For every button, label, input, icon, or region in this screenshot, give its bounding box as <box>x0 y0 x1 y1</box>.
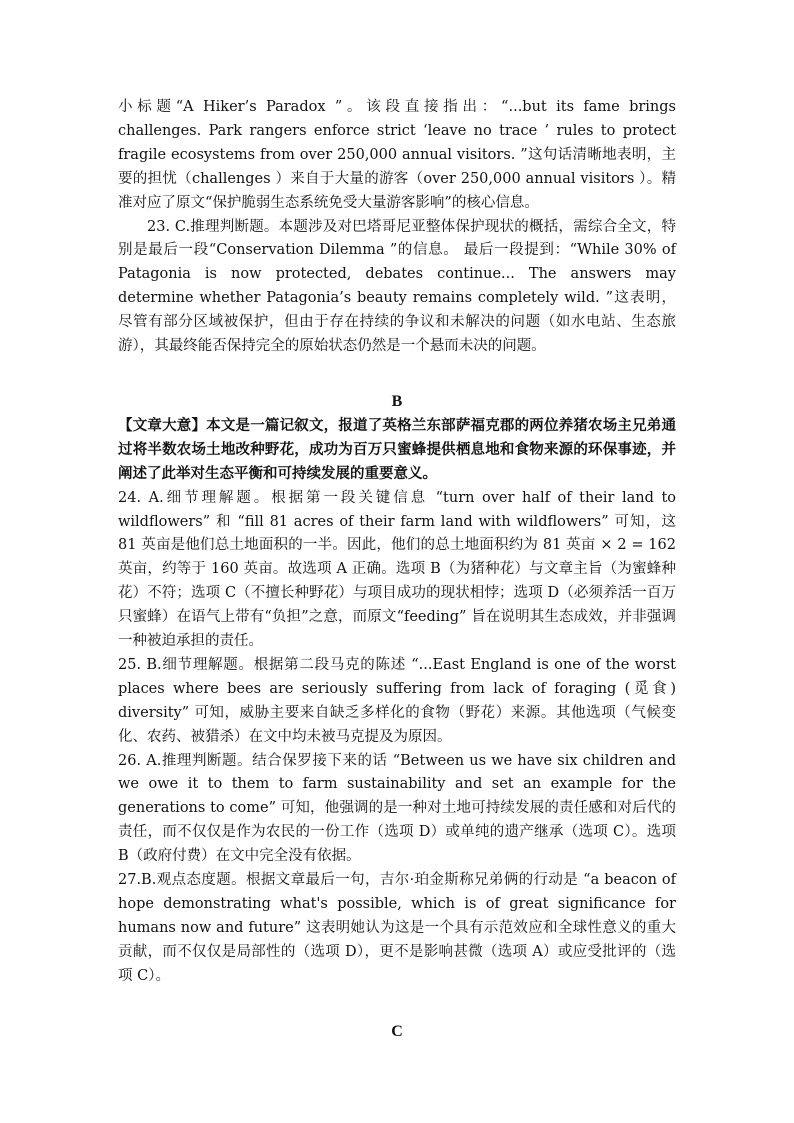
q26-explanation: 26. A.推理判断题。结合保罗接下来的话 “Between us we have six children and we owe it to them to farm sustainability and set an example for the generations to come” 可知，他强调的是一种对土地可持续发展的责任感和对后代的责任，而不仅仅是作为农民的一份工作（选项 D）或单纯的遗产继承（选项 C）。选项 B（政府付费）在文中完全没有依据。 <box>118 752 676 865</box>
section-c-heading: C <box>391 1022 403 1040</box>
answer-key-page <box>118 96 676 1044</box>
section-b-heading: B <box>391 392 403 410</box>
q25-explanation: 25. B.细节理解题。根据第二段马克的陈述 “...East England is one of the worst places where bees are seriously suffering from lack of foraging (觅食) diversity” 可知，威胁主要来自缺乏多样化的食物（野花）来源。其他选项（气候变化、农药、被猎杀）在文中均未被马克提及为原因。 <box>118 656 676 745</box>
q27-explanation: 27.B.观点态度题。根据文章最后一句，吉尔·珀金斯称兄弟俩的行动是 “a beacon of hope demonstrating what's possible, which is of great significance for humans now and future” 这表明她认为这是一个具有示范效应和全球性意义的重大贡献，而不仅仅是局部性的（选项 D），更不是影响甚微（选项 A）或应受批评的（选项 C）。 <box>118 872 676 984</box>
q23-explanation: 23. C.推理判断题。本题涉及对巴塔哥尼亚整体保护现状的概括，需综合全文，特别是最后一段“Conservation Dilemma ”的信息。 最后一段提到：“While 30% of Patagonia is now protected, debates continue... The answers may determine whether Patagonia’s beauty remains completely wild. ”这表明，尽管有部分区域被保护，但由于存在持续的争议和未解决的问题（如水电站、生态旅游），其最终能否保持完全的原始状态仍然是一个悬而未决的问题。 <box>118 218 676 355</box>
section-b-summary: 【文章大意】本文是一篇记叙文，报道了英格兰东部萨福克郡的两位养猪农场主兄弟通过将半数农场土地改种野花，成功为百万只蜜蜂提供栖息地和食物来源的环保事迹，并阐述了此举对生态平衡和可持续发展的重要意义。 <box>118 417 676 482</box>
q24-explanation: 24. A.细节理解题。根据第一段关键信息 “turn over half of their land to wildflowers” 和 “fill 81 acres of their farm land with wildflowers” 可知，这 81 英亩是他们总土地面积的一半。因此，他们的总土地面积约为 81 英亩 × 2 = 162 英亩，约等于 160 英亩。故选项 A 正确。选项 B（为猪种花）与文章主旨（为蜜蜂种花）不符；选项 C（不擅长种野花）与项目成功的现状相悖；选项 D（必须养活一百万只蜜蜂）在语气上带有“负担”之意，而原文“feeding” 旨在说明其生态成效，并非强调一种被迫承担的责任。 <box>118 489 676 650</box>
q22-explanation-continuation: 小标题“A Hiker’s Paradox ”。该段直接指出：“...but its fame brings challenges. Park rangers enforce strict ‘leave no trace ’ rules to protect fragile ecosystems from over 250,000 annual visitors. ”这句话清晰地表明，主要的担忧（challenges ）来自于大量的游客（over 250,000 annual visitors ）。精准对应了原文“保护脆弱生态系统免受大量游客影响”的核心信息。 <box>118 99 676 211</box>
